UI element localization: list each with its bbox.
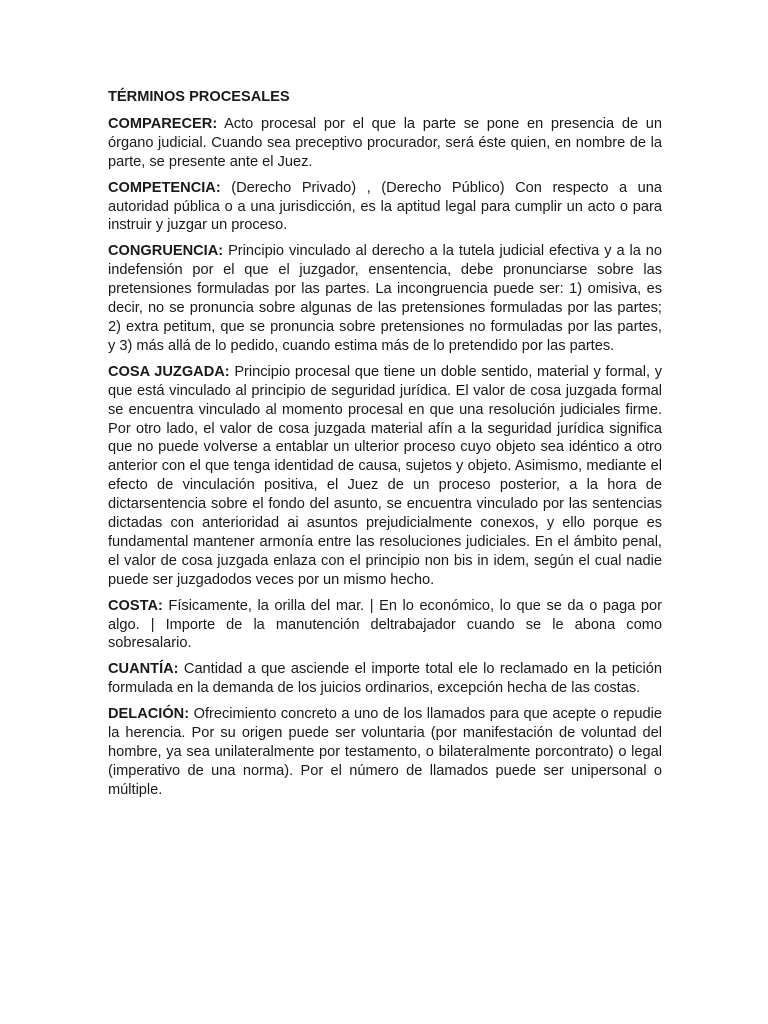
entry-definition: Físicamente, la orilla del mar. | En lo económico, lo que se da o paga por algo. | Importe de la manutención deltrabajador cuando se le abona como sobresalario. [108, 597, 662, 652]
entry-cosa-juzgada [108, 363, 662, 590]
entry-competencia [108, 179, 662, 236]
entry-congruencia [108, 242, 662, 355]
entry-definition: Principio procesal que tiene un doble sentido, material y formal, y que está vinculado al principio de seguridad jurídica. El valor de cosa juzgada formal se encuentra vinculado al momento procesal en que una resolución judiciales firme. Por otro lado, el valor de cosa juzgada material afín a la seguridad jurídica significa que no puede volverse a entablar un ulterior proceso cuyo objeto sea idéntico a otro anterior con el que tenga identidad de causa, sujetos y objeto. Asimismo, mediante el efecto de vinculación positiva, el Juez de un proceso posterior, a la hora de dictarsentencia sobre el fondo del asunto, se encuentra vinculado por las sentencias dictadas con anterioridad ai asuntos prejudicialmente conexos, y ello porque es fundamental mantener armonía entre las resoluciones judiciales. En el ámbito penal, el valor de cosa juzgada enlaza con el principio non bis in idem, según el cual nadie puede ser juzgadodos veces por un mismo hecho. [108, 363, 662, 588]
entry-costa [108, 597, 662, 654]
entry-delacion [108, 705, 662, 800]
entry-definition: Principio vinculado al derecho a la tutela judicial efectiva y a la no indefensión por el que el juzgador, ensentencia, debe pronunciarse sobre las pretensiones formuladas por las partes. La incongruencia puede ser: 1) omisiva, es decir, no se pronuncia sobre algunas de las pretensiones formuladas por las partes; 2) extra petitum, que se pronuncia sobre pretensiones no formuladas por las partes, y 3) más allá de lo pedido, cuando estima más de lo pretendido por las partes. [108, 243, 663, 354]
entry-definition: Ofrecimiento concreto a uno de los llamados para que acepte o repudie la herencia. Por su origen puede ser voluntaria (por manifestación de voluntad del hombre, ya sea unilateralmente por testamento, o bilateralmente porcontrato) o legal (imperativo de una norma). Por el número de llamados puede ser unipersonal o múltiple. [108, 706, 662, 798]
document-title: TÉRMINOS PROCESALES [108, 89, 290, 105]
entry-term: COMPARECER: [108, 115, 218, 132]
entry-term: DELACIÓN: [108, 706, 190, 723]
entry-definition: Cantidad a que asciende el importe total ele lo reclamado en la petición formulada en la demanda de los juicios ordinarios, excepción hecha de las costas. [108, 661, 662, 697]
entry-term: COSA JUZGADA: [108, 363, 230, 380]
entry-term: CONGRUENCIA: [108, 243, 224, 260]
entry-cuantia [108, 660, 662, 698]
entry-definition: Acto procesal por el que la parte se pone en presencia de un órgano judicial. Cuando sea preceptivo procurador, será éste quien, en nombre de la parte, se presente ante el Juez. [108, 115, 663, 170]
entry-term: COSTA: [108, 597, 163, 614]
entry-term: CUANTÍA: [108, 661, 179, 678]
entry-definition: (Derecho Privado) , (Derecho Público) Con respecto a una autoridad pública o a una jurisdicción, es la aptitud legal para cumplir un acto o para instruir y juzgar un proceso. [108, 179, 662, 234]
entry-term: COMPETENCIA: [108, 179, 221, 196]
entry-comparecer [108, 115, 662, 172]
document-page [108, 88, 662, 807]
